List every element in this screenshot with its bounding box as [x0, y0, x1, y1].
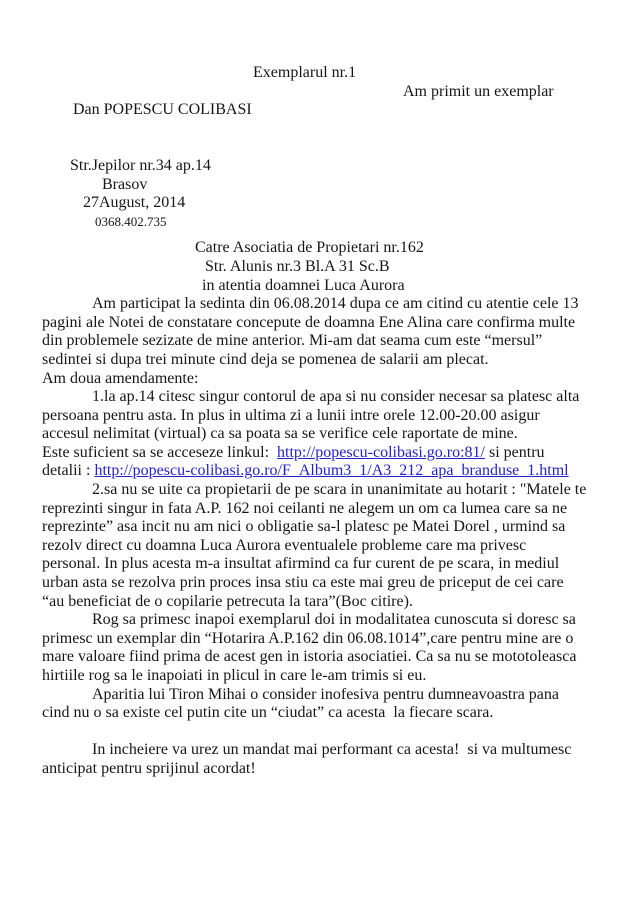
body-line — [42, 295, 620, 314]
body-text: pagini ale Notei de constatare concepute de doamna Ene Alina care confirma multe — [42, 313, 576, 331]
recipient-block — [0, 239, 640, 295]
hyperlink[interactable]: http://popescu-colibasi.go.ro/F_Album3_1/A3_212_apa_branduse_1.html — [94, 462, 569, 480]
body-text: persoana pentru asta. In plus in ultima zi a lunii intre orele 12.00-20.00 asigur — [42, 406, 540, 424]
body-line — [42, 741, 620, 760]
recipient-attention: in atentia doamnei Luca Aurora — [202, 276, 405, 294]
body-text: si pentru — [484, 443, 545, 461]
hyperlink[interactable]: http://popescu-colibasi.go.ro:81/ — [277, 443, 485, 461]
body-text: primesc un exemplar din “Hotarira A.P.162 din 06.08.1014”,care pentru mine are o — [42, 629, 574, 647]
body-line — [42, 593, 620, 612]
sender-street: Str.Jepilor nr.34 ap.14 — [70, 156, 211, 174]
body-line — [42, 537, 620, 556]
body-line — [42, 555, 620, 574]
body-line — [42, 574, 620, 593]
copy-number-label: Exemplarul nr.1 — [253, 64, 357, 81]
body-text: rezolv direct cu doamna Luca Aurora eventualele probleme care ma privesc — [42, 536, 527, 554]
body-line — [42, 760, 620, 779]
body-text: detalii : — [42, 462, 95, 480]
body-line — [42, 462, 620, 481]
body-line — [42, 611, 620, 630]
body-line — [42, 481, 620, 500]
body-line — [42, 332, 620, 351]
body-line — [42, 686, 620, 705]
letter-body — [42, 295, 620, 778]
body-text: anticipat pentru sprijinul acordat! — [42, 759, 256, 777]
body-text: In incheiere va urez un mandat mai performant ca acesta! si va multumesc — [92, 741, 572, 759]
body-line — [42, 704, 620, 723]
body-text: accesul nelimitat (virtual) ca sa poata sa se verifice cele raportate de mine. — [42, 425, 518, 443]
body-text: urban asta se rezolva prin proces insa stiu ca este mai greu de priceput de cei care — [42, 574, 564, 592]
body-line — [42, 630, 620, 649]
body-text: Este suficient sa se acceseze linkul: — [42, 443, 278, 461]
recipient-org: Catre Asociatia de Propietari nr.162 — [195, 239, 424, 257]
body-text — [42, 723, 46, 740]
body-text: personal. In plus acesta m-a insultat afirmind ca fur curent de pe scara, in mediul — [42, 555, 560, 573]
body-line — [42, 388, 620, 407]
body-text: Rog sa primesc inapoi exemplarul doi in modalitatea cunoscuta si doresc sa — [92, 611, 576, 629]
body-line — [42, 407, 620, 426]
body-line — [42, 648, 620, 667]
body-line — [42, 351, 620, 370]
body-text: cind nu o sa existe cel putin cite un “ciudat” ca acesta la fiecare scara. — [42, 704, 494, 722]
recipient-address: Str. Alunis nr.3 Bl.A 31 Sc.B — [205, 257, 390, 275]
body-line — [42, 425, 620, 444]
body-line — [42, 500, 620, 519]
body-text: reprezinte” asa incit nu am nici o obligatie sa-l platesc pe Matei Dorel , urmind sa — [42, 518, 566, 536]
sender-phone: 0368.402.735 — [95, 213, 167, 229]
received-note: Am primit un exemplar — [403, 82, 554, 100]
body-text: “au beneficiat de o copilarie petrecuta la tara”(Boc citire). — [42, 592, 413, 610]
body-text: reprezinti singur in fata A.P. 162 noi ceilanti ne alegem un om ca lumea care sa ne — [42, 499, 568, 517]
sender-row — [0, 83, 640, 157]
body-line — [42, 723, 620, 742]
sender-name: Dan POPESCU COLIBASI — [73, 101, 252, 119]
body-text: 2.sa nu se uite ca propietarii de pe scara in unanimitate au hotarit : "Matele te — [92, 481, 587, 499]
sender-city: Brasov — [102, 175, 148, 193]
body-line — [42, 314, 620, 333]
body-line — [42, 370, 620, 389]
body-text: sedintei si dupa trei minute cind deja se pomenea de salarii am plecat. — [42, 350, 489, 368]
body-text: 1.la ap.14 citesc singur contorul de apa si nu consider necesar sa platesc alta — [92, 388, 580, 406]
body-text: mare valoare fiind prima de acest gen in istoria asociatiei. Ca sa nu se mototoleasca — [42, 648, 577, 666]
letter-date: 27August, 2014 — [83, 194, 186, 212]
body-text: din problemele sezizate de mine anterior. Mi-am dat seama cum este “mersul” — [42, 332, 543, 350]
body-text: hirtiile rog sa le inapoiati in plicul in care le-am trimis si eu. — [42, 667, 427, 684]
body-line — [42, 667, 620, 686]
body-line — [42, 444, 620, 463]
body-line — [42, 518, 620, 537]
body-text: Am participat la sedinta din 06.08.2014 dupa ce am citind cu atentie cele 13 — [92, 295, 579, 313]
body-text: Aparitia lui Tiron Mihai o consider inofesiva pentru dumneavoastra pana — [92, 685, 560, 703]
body-text: Am doua amendamente: — [42, 369, 199, 387]
